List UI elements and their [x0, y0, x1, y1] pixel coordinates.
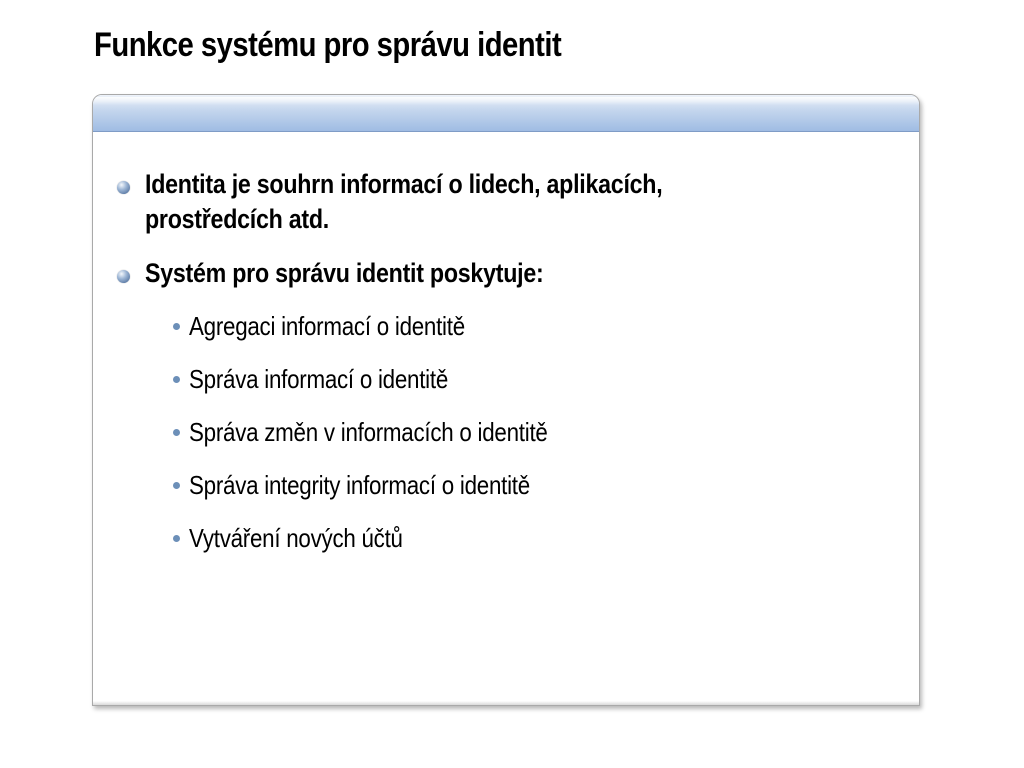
slide-title: Funkce systému pro správu identit — [94, 26, 562, 64]
bullet-text: Identita je souhrn informací o lidech, aplikacích, prostředcích atd. — [145, 169, 663, 234]
small-dot-bullet-icon — [173, 482, 180, 489]
small-dot-bullet-icon — [173, 323, 180, 330]
panel-header-band — [93, 95, 919, 132]
sub-bullet-item: Agregaci informací o identitě — [189, 311, 465, 341]
content-panel — [92, 94, 920, 706]
sub-bullet-item: Správa informací o identitě — [189, 364, 449, 394]
blue-orb-bullet-icon — [117, 181, 130, 194]
bullet-item — [145, 256, 713, 291]
bullet-item — [145, 167, 713, 237]
panel-bottom-edge — [93, 701, 919, 705]
small-dot-bullet-icon — [173, 429, 180, 436]
small-dot-bullet-icon — [173, 535, 180, 542]
bullet-text: Systém pro správu identit poskytuje: — [145, 258, 544, 288]
sub-bullet-item: Správa změn v informacích o identitě — [189, 417, 548, 447]
blue-orb-bullet-icon — [117, 270, 130, 283]
sub-bullet-item: Vytváření nových účtů — [189, 523, 403, 553]
sub-bullet-item: Správa integrity informací o identitě — [189, 470, 530, 500]
small-dot-bullet-icon — [173, 376, 180, 383]
